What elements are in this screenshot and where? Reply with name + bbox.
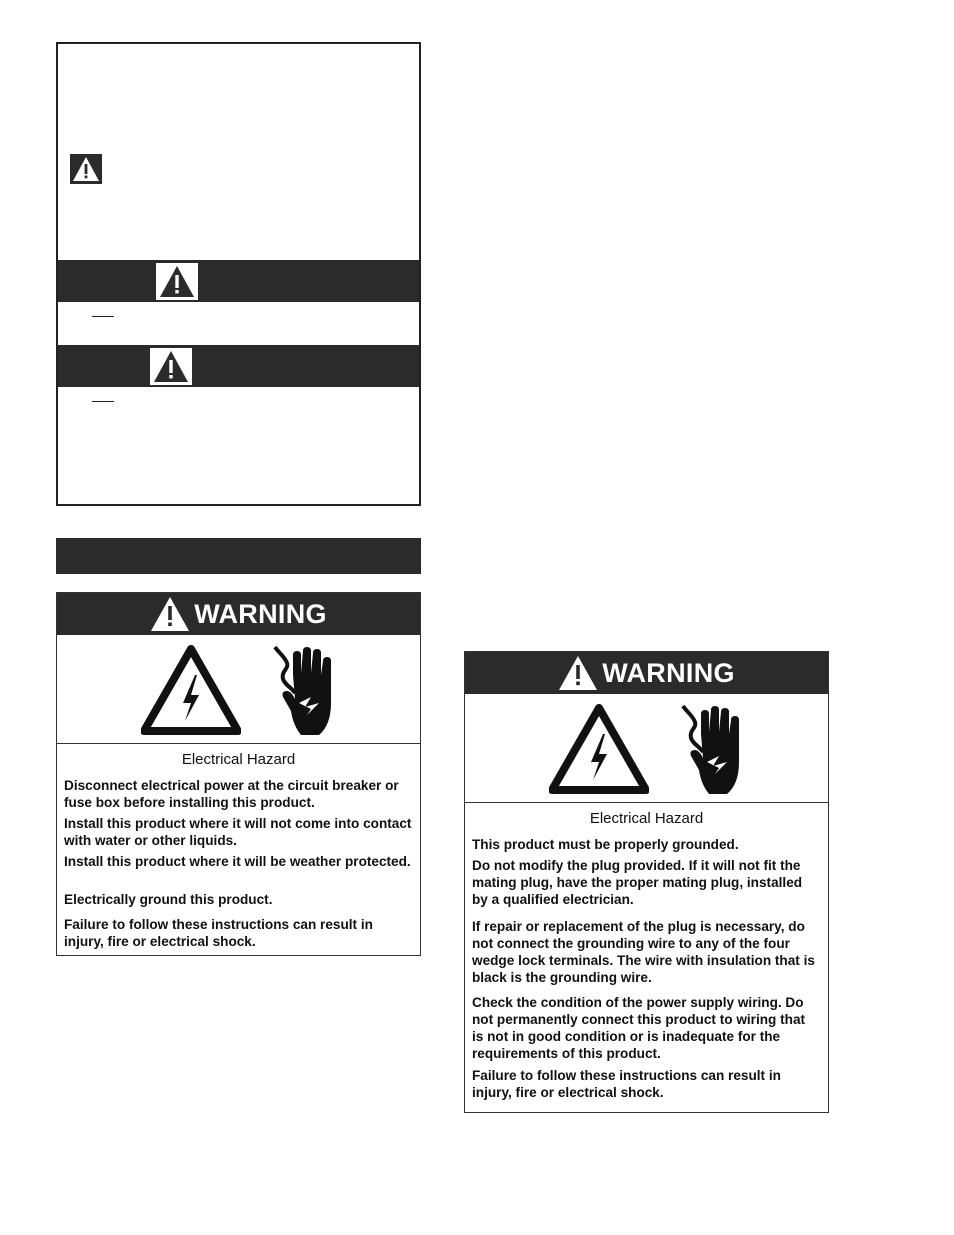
- emphasis-underline: [92, 401, 114, 402]
- warning-paragraph: If repair or replacement of the plug is necessary, do not connect the grounding wire to any of the four wedge lock terminals. The wire with insulation that is black is the grounding wire.: [472, 919, 815, 985]
- emphasis-underline: [92, 316, 114, 317]
- electrical-shock-hand-icon: [269, 645, 339, 737]
- warning-panel-right: [464, 651, 829, 1113]
- warning-title: WARNING: [194, 598, 327, 629]
- warning-paragraph: This product must be properly grounded.: [472, 837, 739, 852]
- warning-paragraph: Install this product where it will not come into contact with water or other liquids.: [64, 816, 412, 848]
- safety-alert-icon: [70, 154, 102, 184]
- warning-paragraph: Do not modify the plug provided. If it will not fit the mating plug, have the proper mating plug, installed by a qualified electrician.: [472, 858, 803, 907]
- electrical-hazard-triangle-icon: [549, 704, 649, 794]
- hazard-pictograms: [57, 635, 420, 744]
- warning-paragraph: Disconnect electrical power at the circuit breaker or fuse box before installing this product.: [64, 778, 399, 810]
- warning-header: [465, 652, 828, 694]
- electrical-shock-hand-icon: [677, 704, 747, 796]
- section-heading-bar: [56, 538, 421, 574]
- safety-alert-icon: [156, 263, 198, 300]
- safety-alert-icon: [150, 348, 192, 385]
- safety-alert-icon: [150, 596, 190, 632]
- warning-panel-left: [56, 592, 421, 956]
- warning-header: [57, 593, 420, 635]
- warning-paragraph: Install this product where it will be weather protected.: [64, 854, 411, 869]
- hazard-pictograms: [465, 694, 828, 803]
- safety-information-box: [56, 42, 421, 506]
- warning-paragraph: Failure to follow these instructions can result in injury, fire or electrical shock.: [64, 917, 373, 949]
- safety-alert-icon: [558, 655, 598, 691]
- electrical-hazard-triangle-icon: [141, 645, 241, 735]
- warning-paragraph: Failure to follow these instructions can result in injury, fire or electrical shock.: [472, 1068, 781, 1100]
- warning-paragraph: Check the condition of the power supply wiring. Do not permanently connect this product to wiring that is not in good condition or is inadequate for the requirements of this product.: [472, 995, 806, 1061]
- hazard-title: Electrical Hazard: [181, 751, 296, 768]
- warning-paragraph: Electrically ground this product.: [64, 892, 273, 907]
- warning-signal-bar: [58, 345, 419, 387]
- warning-title: WARNING: [602, 657, 735, 688]
- hazard-title: Electrical Hazard: [589, 810, 704, 827]
- danger-signal-bar: [58, 260, 419, 302]
